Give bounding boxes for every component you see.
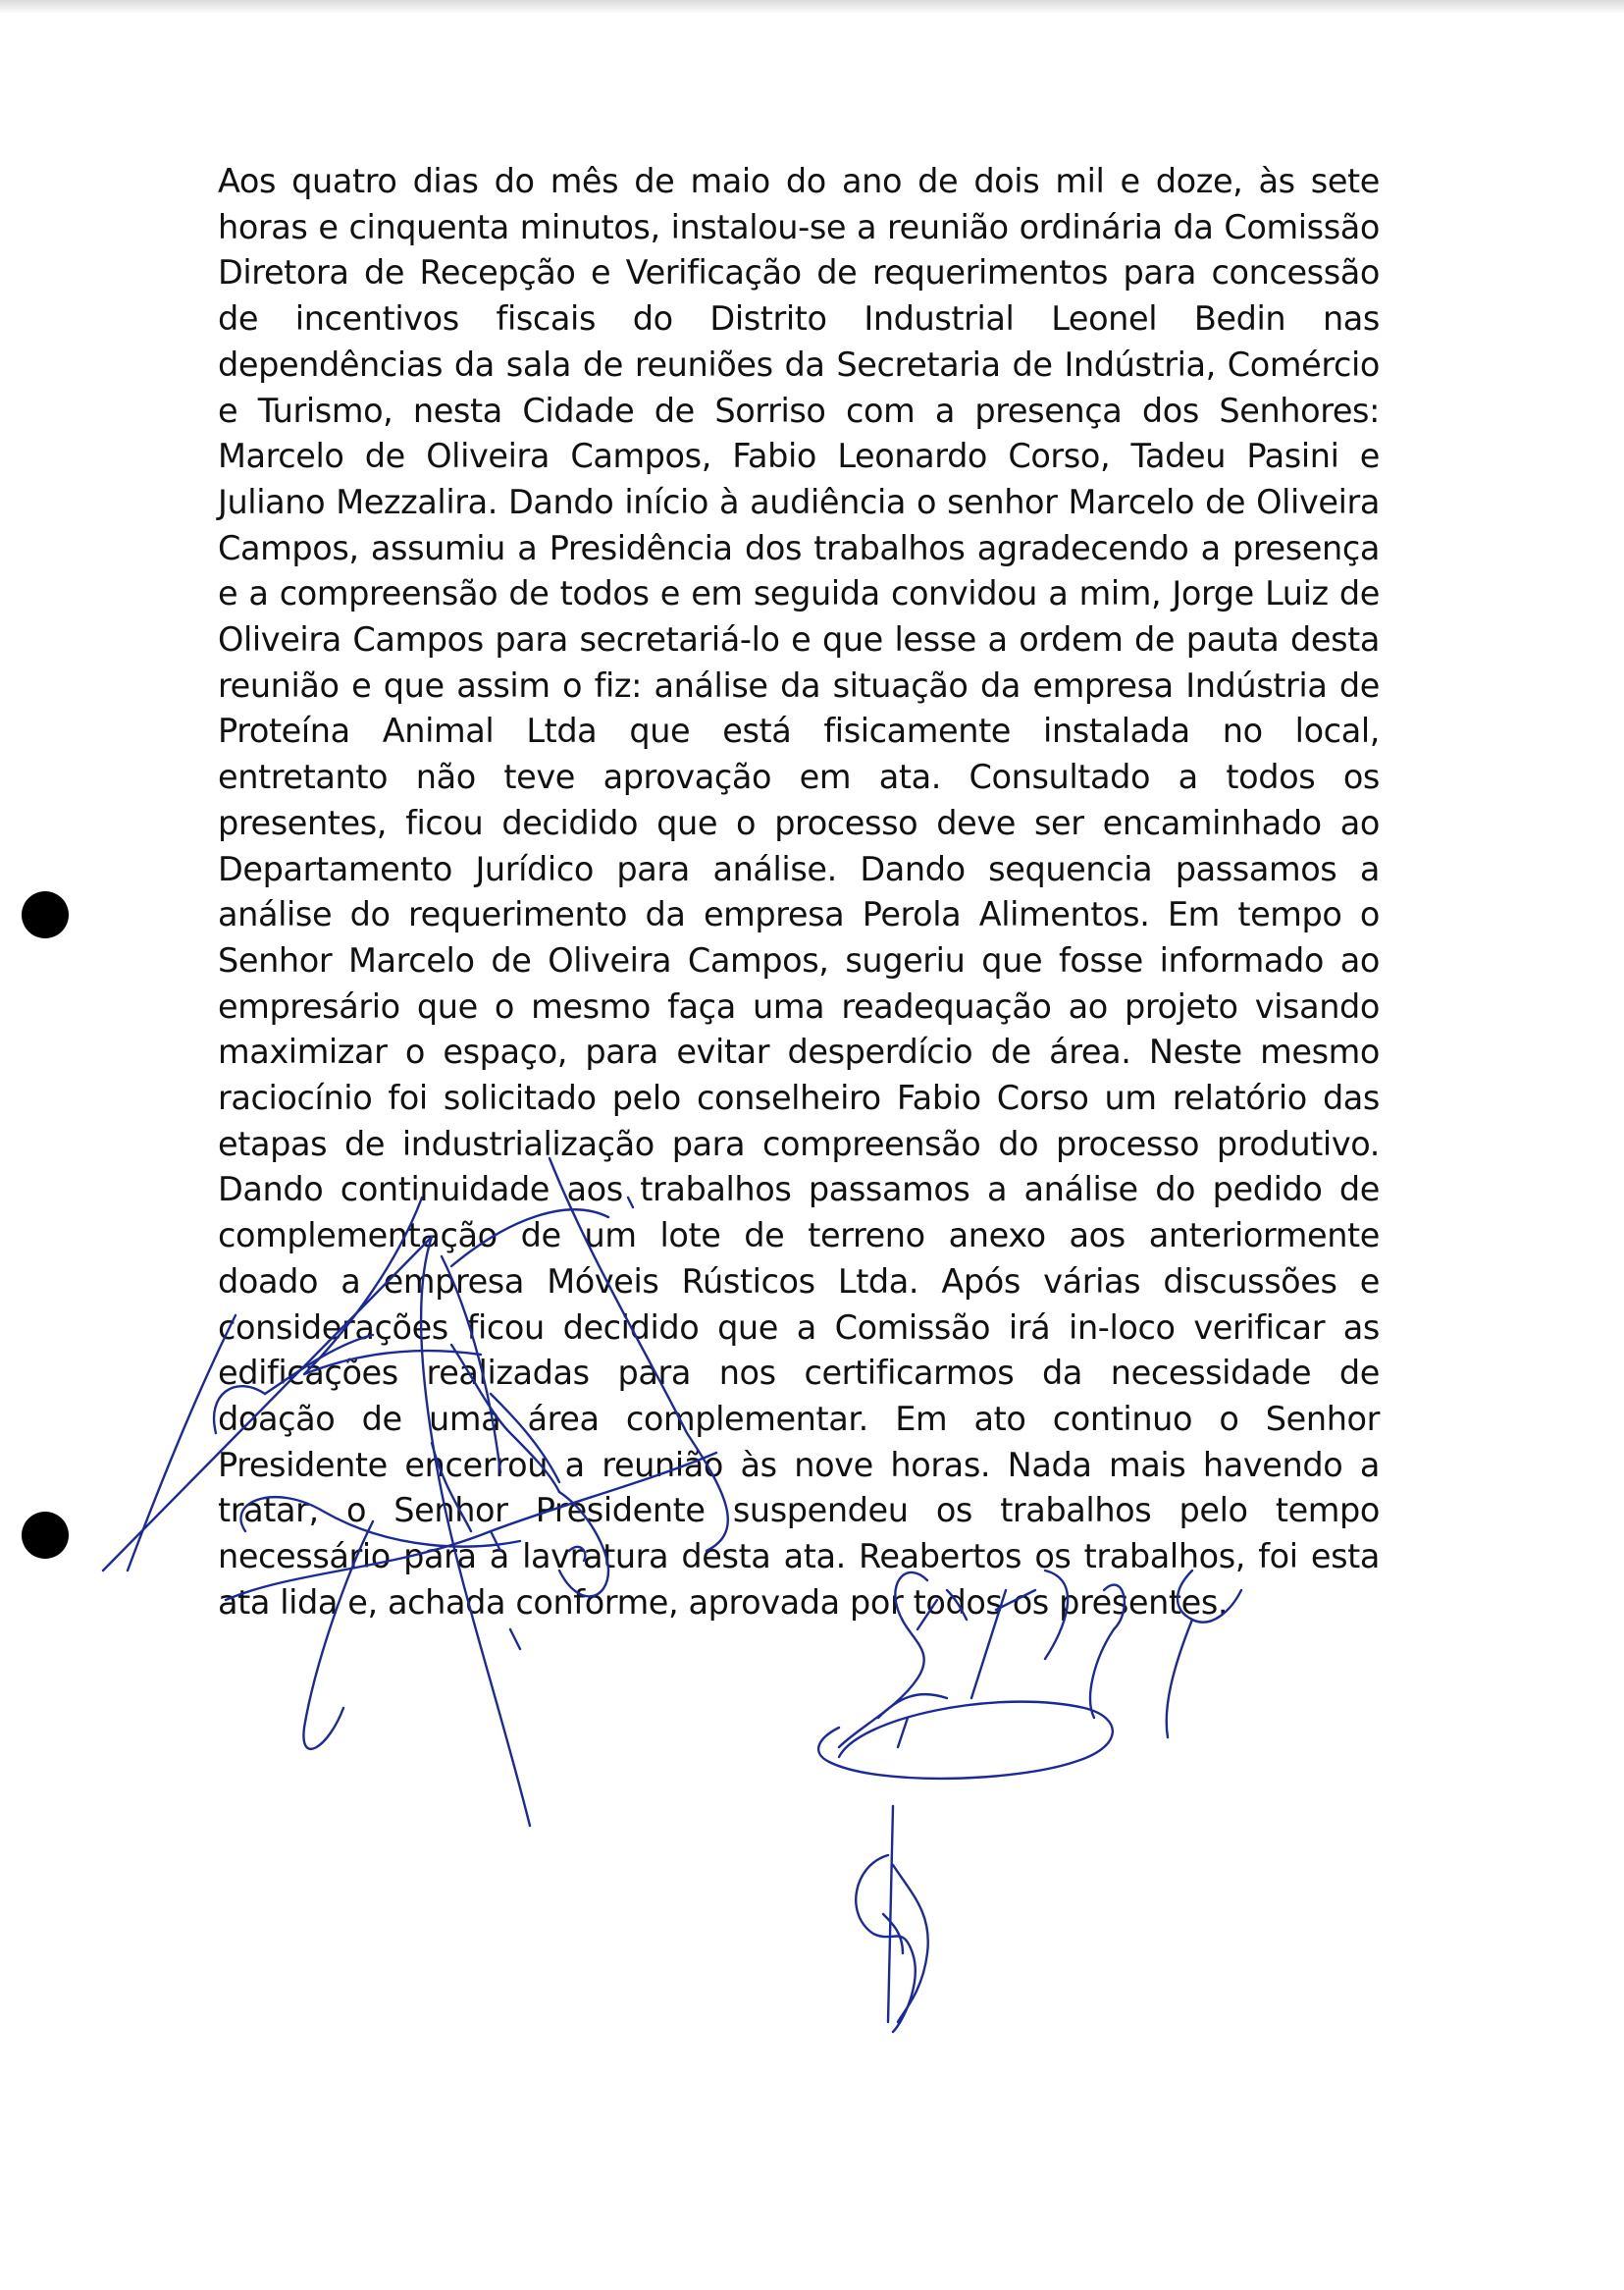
meeting-minutes-paragraph: Aos quatro dias do mês de maio do ano de dois mil e doze, às sete horas e cinquenta minutos, instalou-se a reunião ordinária da Comissão Diretora de Recepção e Verificação de requerimentos para concessão de incentivos fiscais do Distrito Industrial Leonel Bedin nas dependências da sala de reuniões da Secretaria de Indústria, Comércio e Turismo, nesta Cidade de Sorriso com a presença dos Senhores: Marcelo de Oliveira Campos, Fabio Leonardo Corso, Tadeu Pasini e Juliano Mezzalira. Dando início à audiência o senhor Marcelo de Oliveira Campos, assumiu a Presidência dos trabalhos agradecendo a presença e a compreensão de todos e em seguida convidou a mim, Jorge Luiz de Oliveira Campos para secretariá-lo e que lesse a ordem de pauta desta reunião e que assim o fiz: análise da situação da empresa Indústria de Proteína Animal Ltda que está fisicamente instalada no local, entretanto não teve aprovação em ata. Consultado a todos os presentes, ficou decidido que o processo deve ser encaminhado ao Departamento Jurídico para análise. Dando sequencia passamos a análise do requerimento da empresa Perola Alimentos. Em tempo o Senhor Marcelo de Oliveira Campos, sugeriu que fosse informado ao empresário que o mesmo faça uma readequação ao projeto visando maximizar o espaço, para evitar desperdício de área. Neste mesmo raciocínio foi solicitado pelo conselheiro Fabio Corso um relatório das etapas de industrialização para compreensão do processo produtivo. Dando continuidade aos trabalhos passamos a análise do pedido de complementação de um lote de terreno anexo aos anteriormente doado a empresa Móveis Rústicos Ltda. Após várias discussões e considerações ficou decidido que a Comissão irá in-loco verificar as edificações realizadas para nos certificarmos da necessidade de doação de uma área complementar. Em ato continuo o Senhor Presidente encerrou a reunião às nove horas. Nada mais havendo a tratar, o Senhor Presidente suspendeu os trabalhos pelo tempo necessário para a lavratura desta ata. Reabertos os trabalhos, foi esta ata lida e, achada conforme, aprovada por todos os presentes. — [218, 162, 1380, 1622]
punch-hole-top — [22, 891, 69, 938]
scan-edge-shadow — [0, 0, 1624, 14]
signature-left — [98, 1021, 746, 1963]
punch-hole-bottom — [22, 1512, 69, 1559]
signature-initials — [834, 1806, 991, 2032]
signature-right — [800, 1551, 1290, 1796]
